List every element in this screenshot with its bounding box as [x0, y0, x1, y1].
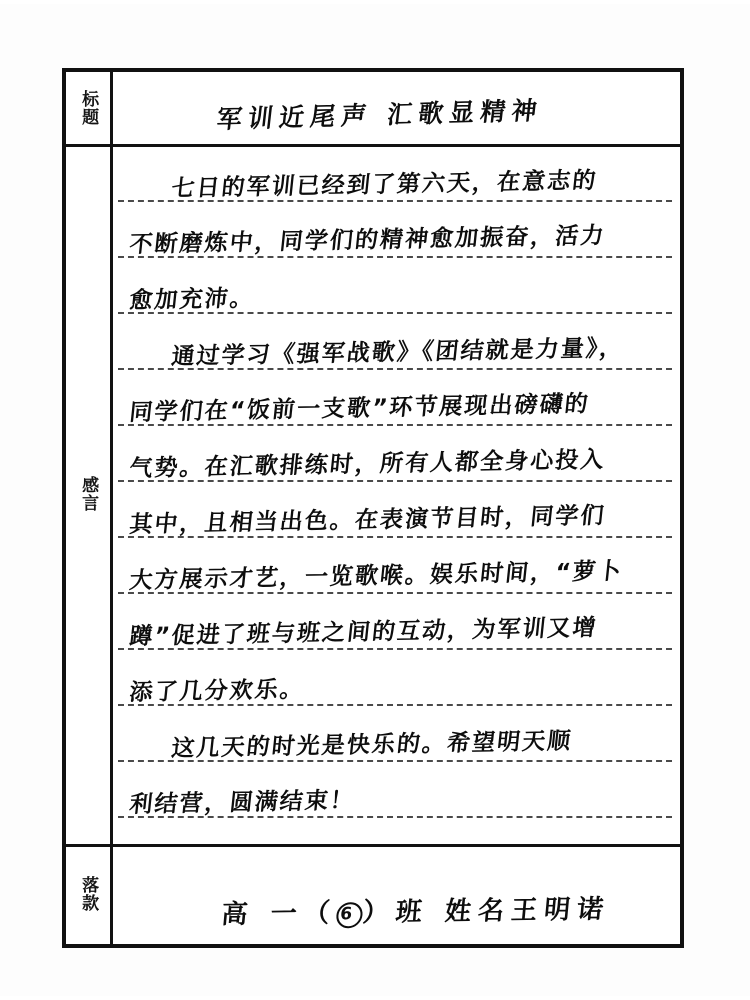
- paper-edge-bottom: [0, 996, 750, 1000]
- signature-class-word: 班: [394, 897, 431, 928]
- signature-name-value: 王明诺: [509, 894, 612, 926]
- body-line: 通过学习《强军战歌》《团结就是力量》，: [170, 335, 626, 371]
- body-line: 利结营，圆满结束！: [128, 787, 357, 819]
- signature-paren-close: ）: [361, 897, 398, 929]
- body-line: 其中，且相当出色。在表演节目时，同学们: [128, 502, 607, 539]
- paper-edge-top: [0, 0, 750, 4]
- signature-line: [220, 889, 612, 931]
- body-line: 不断磨炼中，同学们的精神愈加振奋，活力: [128, 222, 607, 259]
- form-frame: [62, 68, 684, 948]
- label-title-text: 标题: [78, 90, 99, 126]
- label-signature-text: 落款: [78, 876, 99, 912]
- writing-area: [110, 72, 680, 944]
- label-signature: [66, 844, 110, 944]
- title-handwriting: 军训近尾声 汇歌显精神: [215, 95, 545, 135]
- label-body-text: 感言: [78, 476, 99, 512]
- label-column: [66, 72, 110, 944]
- body-line: 气势。在汇歌排练时，所有人都全身心投入: [128, 446, 607, 483]
- signature-class-number: 6: [335, 902, 363, 928]
- signature-grade: 高 一: [220, 898, 305, 931]
- body-line: 同学们在“饭前一支歌”环节展现出磅礴的: [128, 391, 592, 427]
- body-line: 这几天的时光是快乐的。希望明天顺: [170, 728, 574, 763]
- label-body: [66, 144, 110, 844]
- signature-paren-open: （: [302, 898, 339, 929]
- signature-name-label: 姓名: [443, 895, 513, 927]
- body-line: 七日的军训已经到了第六天，在意志的: [170, 167, 599, 203]
- body-line: 添了几分欢乐。: [128, 676, 307, 707]
- body-line: 蹲”促进了班与班之间的互动，为军训又增: [128, 615, 599, 651]
- body-line: 愈加充沛。: [128, 285, 257, 315]
- label-title: [66, 72, 110, 144]
- body-line: 大方展示才艺，一览歌喉。娱乐时间，“萝卜: [128, 558, 624, 595]
